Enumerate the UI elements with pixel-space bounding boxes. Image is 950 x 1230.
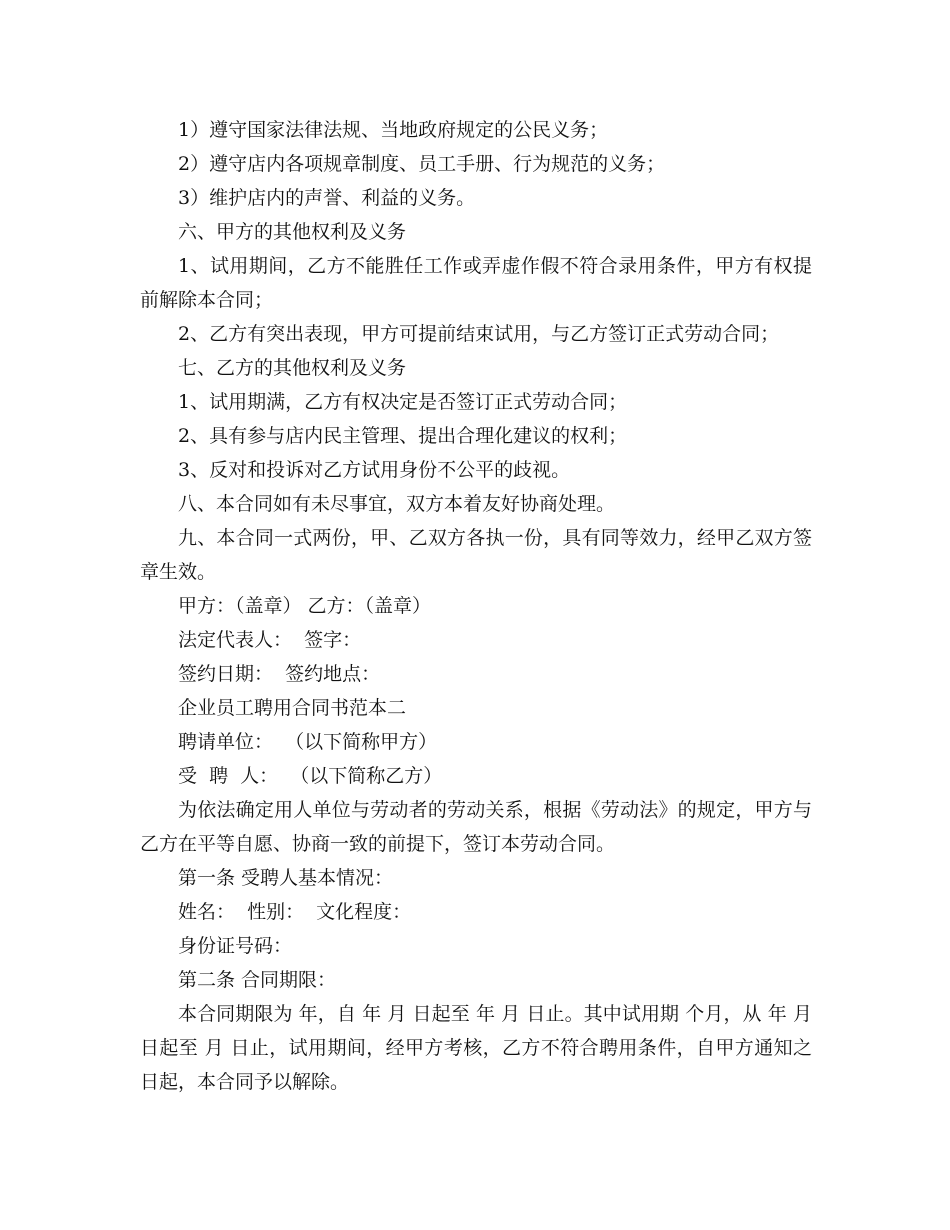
section-heading-seven: 七、乙方的其他权利及义务 — [178, 357, 407, 379]
signature-representative-line: 法定代表人： 签字： — [178, 629, 362, 651]
paragraph-party-b-right-3: 3、反对和投诉对乙方试用身份不公平的歧视。 — [178, 459, 571, 481]
paragraph-party-a-right-1: 1、试用期间，乙方不能胜任工作或弄虚作假不符合录用条件，甲方有权提前解除本合同； — [140, 255, 812, 311]
section-heading-nine: 九、本合同一式两份，甲、乙双方各执一份，具有同等效力，经甲乙双方签章生效。 — [140, 527, 812, 583]
paragraph-duty-3: 3）维护店内的声誉、利益的义务。 — [178, 187, 476, 209]
paragraph-party-b-right-2: 2、具有参与店内民主管理、提出合理化建议的权利； — [178, 425, 628, 447]
employee-info-line: 姓名： 性别： 文化程度： — [178, 901, 412, 923]
document-body — [140, 113, 819, 1099]
paragraph-duty-2: 2）遵守店内各项规章制度、员工手册、行为规范的义务； — [178, 153, 666, 175]
employer-line: 聘请单位： （以下简称甲方） — [178, 731, 438, 753]
article-one-heading: 第一条 受聘人基本情况： — [178, 867, 394, 889]
signature-date-place-line: 签约日期： 签约地点： — [178, 663, 381, 685]
section-heading-six: 六、甲方的其他权利及义务 — [178, 221, 407, 243]
paragraph-duty-1: 1）遵守国家法律法规、当地政府规定的公民义务； — [178, 119, 609, 141]
id-number-line: 身份证号码： — [178, 935, 293, 957]
signature-seal-line: 甲方：（盖章） 乙方：（盖章） — [178, 595, 432, 617]
paragraph-party-a-right-2: 2、乙方有突出表现，甲方可提前结束试用，与乙方签订正式劳动合同； — [178, 323, 780, 345]
preamble-paragraph: 为依法确定用人单位与劳动者的劳动关系，根据《劳动法》的规定，甲方与乙方在平等自愿、协商一致的前提下，签订本劳动合同。 — [140, 799, 812, 855]
section-heading-eight: 八、本合同如有未尽事宜，双方本着友好协商处理。 — [178, 493, 616, 515]
article-two-heading: 第二条 合同期限： — [178, 969, 337, 991]
template-title: 企业员工聘用合同书范本二 — [178, 697, 407, 719]
contract-term-paragraph: 本合同期限为 年，自 年 月 日起至 年 月 日止。其中试用期 个月，从 年 月 日起至 月 日止，试用期间，经甲方考核，乙方不符合聘用条件，自甲方通知之日起，本合同予以解除。 — [140, 1003, 819, 1093]
paragraph-party-b-right-1: 1、试用期满，乙方有权决定是否签订正式劳动合同； — [178, 391, 628, 413]
employee-line: 受 聘 人： （以下简称乙方） — [178, 765, 443, 787]
